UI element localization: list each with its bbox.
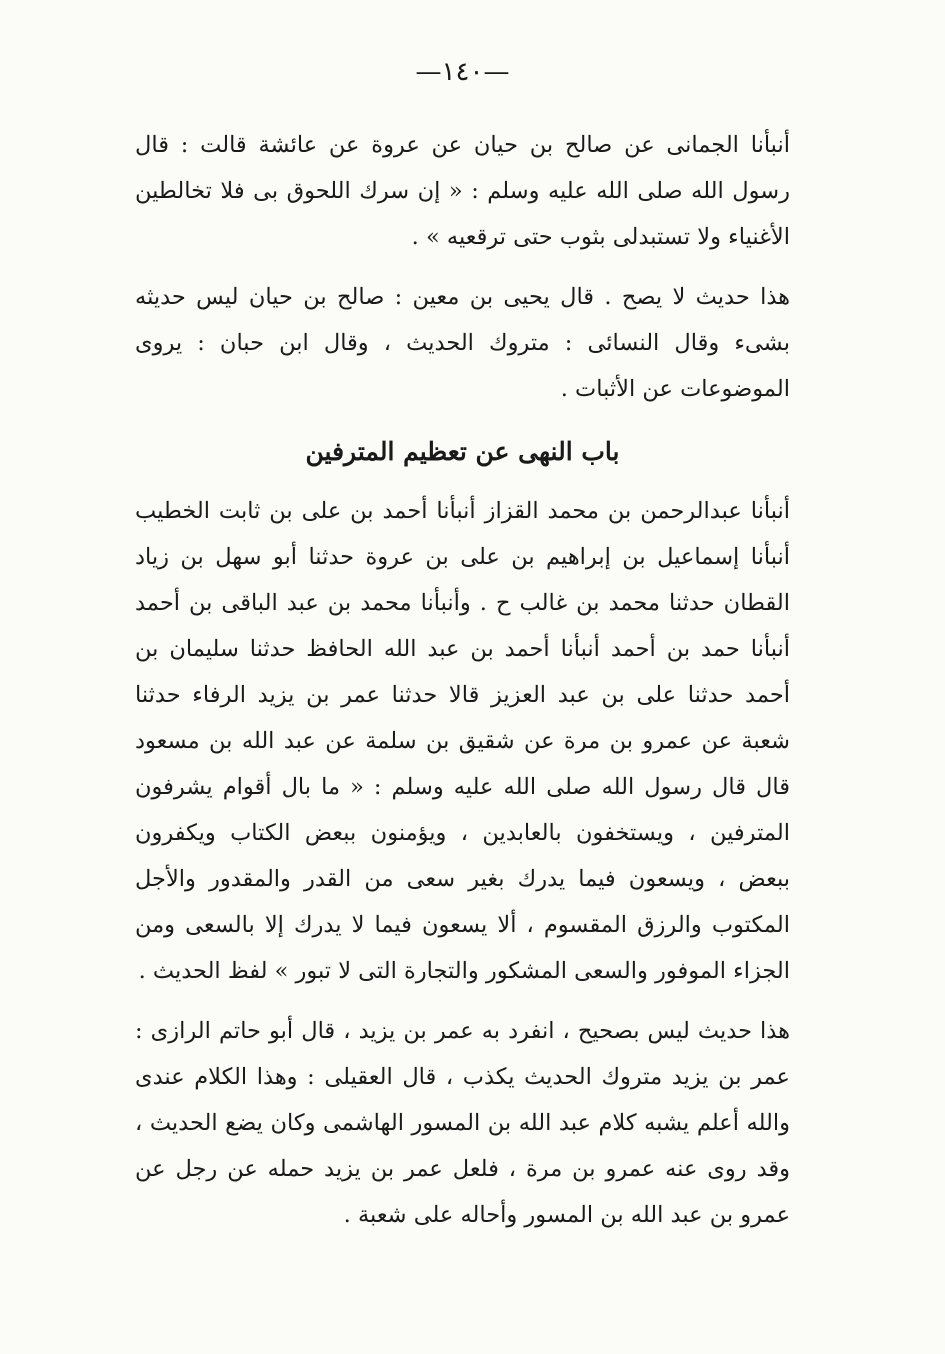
paragraph-hadith-ibn-masud: أنبأنا عبدالرحمن بن محمد القزاز أنبأنا أحمد بن على بن ثابت الخطيب أنبأنا إسماعيل بن إبراهيم بن على بن عروة حدثنا أبو سهل بن زياد القطان حدثنا محمد بن غالب ح . وأنبأنا محمد بن عبد الباقى بن أحمد أنبأنا حمد بن أحمد أنبأنا أحمد بن عبد الله الحافظ حدثنا سليمان بن أحمد حدثنا على بن عبد العزيز قالا حدثنا عمر بن يزيد الرفاء حدثنا شعبة عن عمرو بن مرة عن شقيق بن سلمة عن عبد الله بن مسعود قال قال رسول الله صلى الله عليه وسلم : « ما بال أقوام يشرفون المترفين ، ويستخفون بالعابدين ، ويؤمنون ببعض الكتاب ويكفرون ببعض ، ويسعون فيما يدرك بغير سعى من القدر والمقدور والأجل المكتوب والرزق المقسوم ، ألا يسعون فيما لا يدرك إلا بالسعى ومن الجزاء الموفور والسعى المشكور والتجارة التى لا تبور » لفظ الحديث . xyxy=(135,498,790,984)
paragraph-hadith-aisha: أنبأنا الجمانى عن صالح بن حيان عن عروة عن عائشة قالت : قال رسول الله صلى الله عليه وسلم : « إن سرك اللحوق بى فلا تخالطين الأغنياء ولا تستبدلى بثوب حتى ترقعيه » . xyxy=(135,132,790,250)
book-page xyxy=(135,52,790,1238)
section-heading: باب النهى عن تعظيم المترفين xyxy=(305,437,620,466)
paragraph-grading-1: هذا حديث لا يصح . قال يحيى بن معين : صالح بن حيان ليس حديثه بشىء وقال النسائى : متروك الحديث ، وقال ابن حبان : يروى الموضوعات عن الأثبات . xyxy=(135,284,790,402)
paragraph-grading-2: هذا حديث ليس بصحيح ، انفرد به عمر بن يزيد ، قال أبو حاتم الرازى : عمر بن يزيد متروك الحديث يكذب ، قال العقيلى : وهذا الكلام عندى والله أعلم يشبه كلام عبد الله بن المسور الهاشمى وكان يضع الحديث ، وقد روى عنه عمرو بن مرة ، فلعل عمر بن يزيد حمله عن رجل عن عمرو بن عبد الله بن المسور وأحاله على شعبة . xyxy=(135,1018,790,1228)
page-number: —١٤٠— xyxy=(415,57,510,87)
